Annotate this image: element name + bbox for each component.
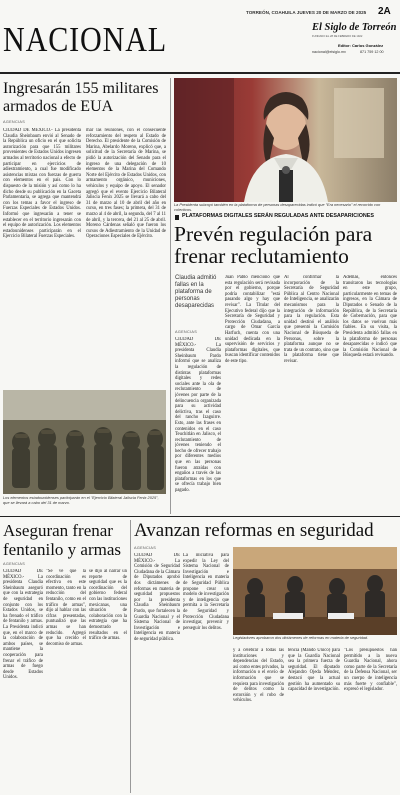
mid-rule (0, 516, 400, 517)
security-column-3 (233, 648, 284, 793)
main-column-2 (225, 275, 280, 513)
contact-phone: 871 759 12 00 (360, 50, 384, 54)
masthead-sub: FUNDADO EL 28 DE FEBRERO DE 1922 (312, 35, 363, 38)
security-photo (233, 547, 397, 635)
troops-headline: Ingresarán 155 militares armados de EUA (3, 80, 159, 115)
fentanyl-text-2: "Se ve que la coordinación es efectiva en este momento, tanto en la reducción del fentanilo, como en el tráfico de armas", dijo al hablar con las cifras presentadas, puntualizó que las armas se han reducido. Agregó que ha crecido el decomiso de armas. (46, 569, 86, 647)
main-column-4 (343, 275, 397, 513)
fentanyl-headline: Aseguran frenar fentanilo y armas (3, 521, 122, 559)
main-kicker: PLATAFORMAS DIGITALES SERÁN REGULADAS ANTE DESAPARICIONES (182, 213, 374, 219)
security-text-3: y a celebrar a todas las instituciones y dependencias del Estado, así como entes privados, la información o el envío de información que se requiera para investigación de delitos como la extorsión y el robo de vehículos. (233, 648, 284, 704)
troops-text-2: mar las reuniones, con el consecuente reforzamiento del respeto al Estado de Derecho. El presidente de la Comisión de Marina, Abelardo Moreno, explicó que, a solicitud de la Secretaría de Marina, se pidió la autorización del Senado para el ingreso de una delegación de 10 elementos de la Marina del Comando Norte del Ejército de Estados Unidos, con armamento orgánico, municiones, vehículos y equipo de apoyo. El senador agregó que el evento Ejercicio Bilateral Jaliscia Fenix 2025 se llevará a cabo del 31 de marzo al 10 de abril del año en curso, en tres fases; la primera, del 31 de marzo al 4 de abril, la segunda, del 7 al 11 de abril, y la tercera, del 21 al 25 de abril. Moreno Cárdenas señaló que fueron los cursos de Adiestramiento de la Unidad de Operaciones Especiales de Ejército. (86, 128, 166, 240)
president-image (174, 78, 397, 202)
dateline: TORREÓN, COAHUILA JUEVES 20 DE MARZO DE 2025 (246, 10, 367, 15)
security-column-2 (183, 553, 229, 793)
security-column-5 (344, 648, 397, 793)
troops-text-1: CIUDAD DE MÉXICO.- La presidenta Claudia Sheinbaum envió al Senado de la República un oficio en el que solicita autorización para que 155 militares provenientes de Estados Unidos ingresen armados al territorio nacional a efecto de participar en ejercicios de adiestramiento, a cual fue modificado asistencias mixtas con fuerzas de guerra con elementos en el país. Con lo dispuesto de la misión y así como lo ha dicho desde su publicación en la Gaceta Parlamentaria, se agrega que mantendrá con los temas a favor el ingreso de Fuerzas Especiales de Estados Unidos. Informó que ingresarán a tener se establecer en el territorio ingresarán con el equipo de autorización. Los elementos estadounidenses participarán en el Ejercicio Bilateral Fuerzas Especiales. (3, 128, 81, 240)
main-byline: AGENCIAS (175, 330, 198, 334)
masthead-logo: El Siglo de Torreón (312, 22, 397, 33)
main-text-1: CIUDAD DE MÉXICO.- La presidenta Claudia Sheinbaum Pardo informó que se analiza la regulación de distintas plataformas digitales y redes sociales ante la ola de reclutamiento de jóvenes por parte de la delincuencia organizada para su actividad delictiva, tras el caso del rancho Izaguirre. Esto, ante las frases en contenidos en el caso Teuchitlán en Jalisco, el reclutamiento de jóvenes teniendo el hecho de ofrecer trabajo por diferentes medios que en las personas fueron atraídas con engaños a través de las plataformas en los que se ofrecía trabajo bien pagado. (175, 337, 221, 494)
fentanyl-text-3: se dijo al narrar un reporte de seguridad que es la coordinación del gobierno federal con las instituciones mexicanas, una situación de colaboración con la estrategia que ha demostrado resultados en el tráfico de armas. (89, 569, 127, 642)
security-text-2: La iniciativa para expedir la Ley del Sistema Nacional de Investigación e Inteligencia en materia de Seguridad Pública propone crear un modelo de investigación y de inteligencia que permita a la Secretaría de Seguridad y Protección Ciudadana investigar, prevenir y perseguir los delitos. (183, 553, 229, 631)
troops-byline: AGENCIAS (3, 120, 26, 124)
fentanyl-byline: AGENCIAS (3, 562, 26, 566)
main-photo (174, 78, 397, 202)
fentanyl-text-1: CIUDAD DE MÉXICO.- La presidenta Claudia Sheinbaum aseguró que con la estrategia de seguridad en conjunto con los Estados Unidos, se ha frenado el tráfico de fentanilo y armas. La Presidenta indicó que, en el marco de la colaboración de ambos países, se mantiene la cooperación para frenar el tráfico de armas de fuego desde Estados Unidos. (3, 569, 43, 681)
header-rule (0, 72, 400, 74)
section-title: NACIONAL (3, 20, 168, 59)
troops-photo (3, 390, 166, 494)
main-photo-caption: La Presidenta subrayó también en la plataforma de personas desaparecidas indicó que "Era necesario" el recorrido con colectivos. (174, 202, 381, 212)
security-column-4 (288, 648, 340, 793)
security-column-1 (134, 553, 180, 793)
security-byline: AGENCIAS (134, 546, 157, 550)
troops-column-2 (86, 128, 166, 386)
troops-divider (170, 78, 171, 514)
soldiers-image (3, 390, 166, 494)
fentanyl-column-3 (89, 569, 127, 793)
security-text-4: tencia (Mando Único) para que la Guardia Nacional sea la primera fuerza de seguridad. El diputado Alejandro Ojeda Méndez, destacó que la actual gestión ha aumentado su capacidad de investigación. (288, 648, 340, 693)
main-headline: Prevén regulación para frenar reclutamiento (174, 222, 373, 268)
troops-photo-caption: Los elementos estadounidenses participarán en el "Ejercicio Bilateral Jaliscia Fenix 2025", que se llevará a cabo del 31 de marzo. (3, 495, 159, 505)
editor-name: Carlos González (352, 43, 384, 48)
main-text-4: Además, entonces transitaron las tecnologías en este grupo, particularmente en temas de ingresos, en la Cámara de Diputados o Senado de la República, de la Secretaría de Gobernación, para que los datos se vuelvan más fiables. En su visita, la Presidenta admitió fallas en la plataforma de personas desaparecidas e indicó que la Comisión Nacional de Búsqueda estará revisando. (343, 275, 397, 359)
main-deck: Claudia admitió fallas en la plataforma de personas desaparecidas (175, 275, 217, 309)
main-text-2: Juan Pablo mencionó que esta regulación será revisada por el gobierno, porque podría contabilizar "está pasando algo y hay que revisar". La Titular del Ejecutivo federal dijo que la Secretaría de Seguridad y Protección Ciudadana, a cargo de Omar García Harfuch, cuenta con una unidad dedicada en la supervisión de servicios y plataformas digitales, que buscan identificar contenidos de este tipo. (225, 275, 280, 364)
editor-label: Editor: (338, 43, 351, 48)
main-kicker-block (175, 215, 179, 220)
legislators-image (233, 547, 397, 635)
contact-email[interactable]: nacional@elsiglo.mx (312, 50, 346, 54)
fentanyl-column-2 (46, 569, 86, 793)
page-number: 2A (378, 6, 391, 17)
main-column-3 (284, 275, 339, 513)
main-text-3: Al confirmar la incorporación de la Secretaría de Seguridad Pública al Centro Nacional de Inteligencia, se analizarán mecanismos para la integración de información para la regulación. Esta unidad destinó el análisis que presentó la Comisión Nacional de Búsqueda de Personas, sobre la plataforma aunque no se trata de un contrato, sino que la plataforma tiene que revisar. (284, 275, 339, 364)
security-photo-caption: Legisladores aprobaron dos dictámenes de reformas en materia de seguridad. (233, 635, 369, 640)
security-text-5: "Los presupuestos han permitido a la nueva Guardia Nacional, ahora como parte de la Secretaría de la Defensa Nacional, ser un cuerpo de inteligencia más fuerte y confiable", expresó el legislador. (344, 648, 397, 693)
fentanyl-divider (130, 520, 131, 793)
security-headline: Avanzan reformas en seguridad (134, 520, 374, 541)
main-column-1 (175, 337, 221, 513)
security-text-1: CIUDAD DE MÉXICO.- La Comisión de Seguridad Ciudadana de la Cámara de Diputados aprobó dos dictámenes de reformas en materia de seguridad propuestos por la presidenta Claudia Sheinbaum Pardo, que fortalecen la Guardia Nacional y el Sistema Nacional de Investigación e Inteligencia en materia de seguridad pública. (134, 553, 180, 642)
fentanyl-column-1 (3, 569, 43, 793)
